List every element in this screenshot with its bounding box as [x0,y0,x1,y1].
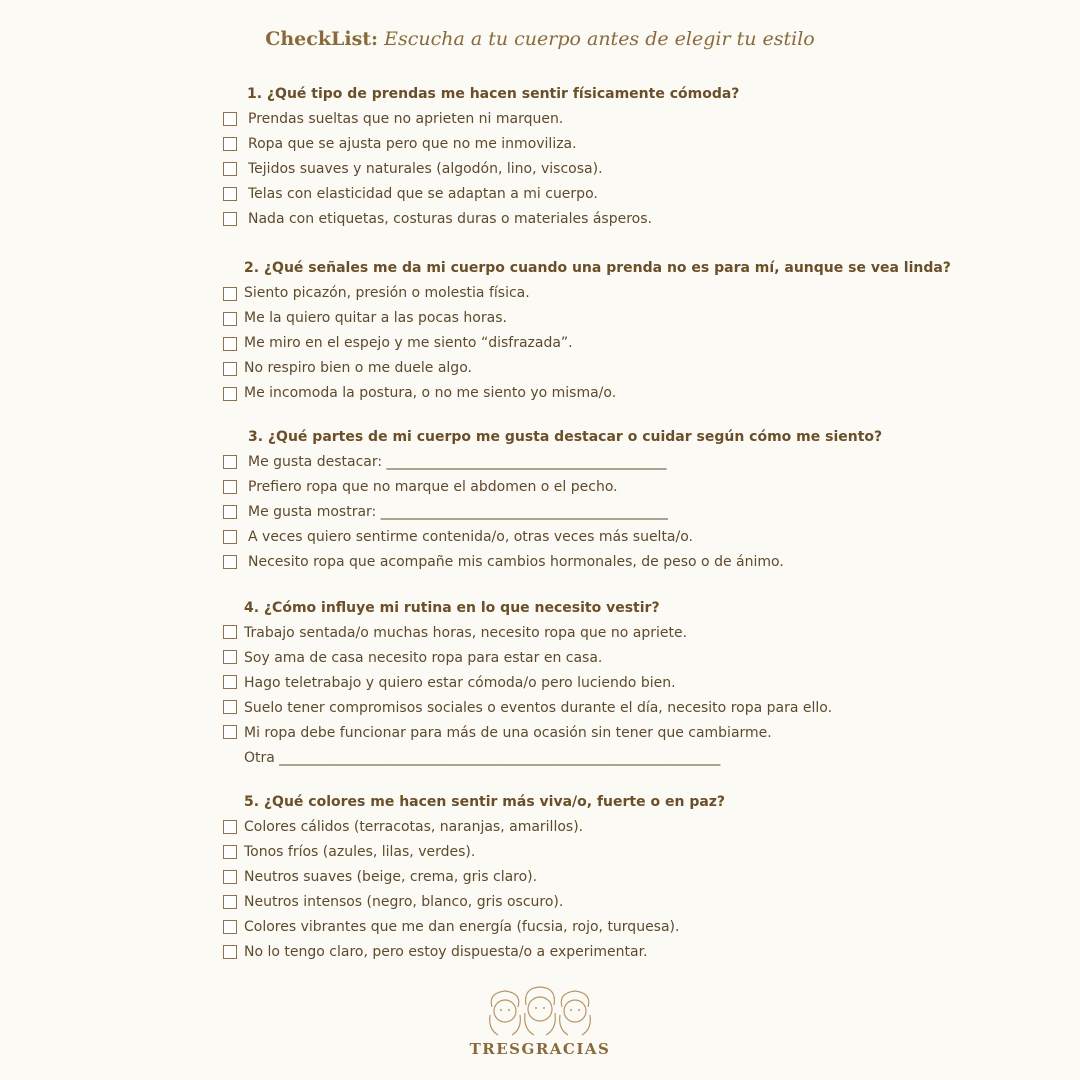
checklist-item: Siento picazón, presión o molestia física. [244,285,530,301]
checkbox[interactable] [223,455,237,469]
other-field[interactable]: Otra _______________________________________________________________ [244,750,721,766]
checklist-item: Trabajo sentada/o muchas horas, necesito ropa que no apriete. [244,625,688,641]
checklist-item: Mi ropa debe funcionar para más de una ocasión sin tener que cambiarme. [244,725,772,741]
checklist-item: Hago teletrabajo y quiero estar cómoda/o pero luciendo bien. [244,675,676,691]
checklist-item: A veces quiero sentirme contenida/o, otras veces más suelta/o. [248,529,693,545]
checkbox[interactable] [223,137,237,151]
checklist-item: Prefiero ropa que no marque el abdomen o el pecho. [248,479,618,495]
page-title [0,28,1080,50]
checklist-item: Neutros suaves (beige, crema, gris claro). [244,869,538,885]
checkbox[interactable] [223,700,237,714]
checklist-item: Me incomoda la postura, o no me siento yo misma/o. [244,385,617,401]
checklist-item: Colores cálidos (terracotas, naranjas, amarillos). [244,819,584,835]
brand-name: TRESGRACIAS [469,1040,611,1058]
checkbox[interactable] [223,920,237,934]
title-subtitle: Escucha a tu cuerpo antes de elegir tu estilo [384,28,815,50]
checklist-item: Me miro en el espejo y me siento “disfrazada”. [244,335,573,351]
checkbox[interactable] [223,895,237,909]
checkbox[interactable] [223,625,237,639]
checklist-item: Neutros intensos (negro, blanco, gris oscuro). [244,894,564,910]
checkbox[interactable] [223,555,237,569]
checkbox[interactable] [223,362,237,376]
checklist-item: Suelo tener compromisos sociales o eventos durante el día, necesito ropa para ello. [244,700,833,716]
checklist-item: Telas con elasticidad que se adaptan a mi cuerpo. [248,186,598,202]
checkbox[interactable] [223,820,237,834]
checkbox[interactable] [223,287,237,301]
checkbox[interactable] [223,212,237,226]
checklist-item: No lo tengo claro, pero estoy dispuesta/o a experimentar. [244,944,648,960]
checklist-item: Tejidos suaves y naturales (algodón, lino, viscosa). [248,161,603,177]
checklist-item: Me gusta destacar: ________________________________________ [248,454,667,470]
section-3-heading: 3. ¿Qué partes de mi cuerpo me gusta destacar o cuidar según cómo me siento? [248,429,883,445]
checklist-item: Necesito ropa que acompañe mis cambios hormonales, de peso o de ánimo. [248,554,784,570]
checklist-item: Soy ama de casa necesito ropa para estar en casa. [244,650,603,666]
brand-logo [440,985,640,1075]
checkbox[interactable] [223,650,237,664]
checkbox[interactable] [223,870,237,884]
three-graces-icon [440,985,640,1040]
section-5-heading: 5. ¿Qué colores me hacen sentir más viva/o, fuerte o en paz? [244,794,726,810]
section-2-heading: 2. ¿Qué señales me da mi cuerpo cuando una prenda no es para mí, aunque se vea linda? [244,260,951,276]
checkbox[interactable] [223,312,237,326]
checkbox[interactable] [223,530,237,544]
checklist-item: Prendas sueltas que no aprieten ni marquen. [248,111,564,127]
checkbox[interactable] [223,505,237,519]
checkbox[interactable] [223,480,237,494]
checkbox[interactable] [223,112,237,126]
checkbox[interactable] [223,945,237,959]
checkbox[interactable] [223,337,237,351]
checklist-item: No respiro bien o me duele algo. [244,360,472,376]
checklist-item: Colores vibrantes que me dan energía (fucsia, rojo, turquesa). [244,919,680,935]
checklist-item: Ropa que se ajusta pero que no me inmoviliza. [248,136,577,152]
title-bold: CheckList: [265,28,379,50]
checkbox[interactable] [223,162,237,176]
section-4-heading: 4. ¿Cómo influye mi rutina en lo que necesito vestir? [244,600,660,616]
checklist-item: Tonos fríos (azules, lilas, verdes). [244,844,476,860]
checkbox[interactable] [223,725,237,739]
section-1-heading: 1. ¿Qué tipo de prendas me hacen sentir físicamente cómoda? [247,86,740,102]
checklist-item: Me la quiero quitar a las pocas horas. [244,310,507,326]
checklist-item: Me gusta mostrar: _________________________________________ [248,504,668,520]
checkbox[interactable] [223,845,237,859]
checkbox[interactable] [223,675,237,689]
checklist-item: Nada con etiquetas, costuras duras o materiales ásperos. [248,211,652,227]
checkbox[interactable] [223,187,237,201]
checkbox[interactable] [223,387,237,401]
